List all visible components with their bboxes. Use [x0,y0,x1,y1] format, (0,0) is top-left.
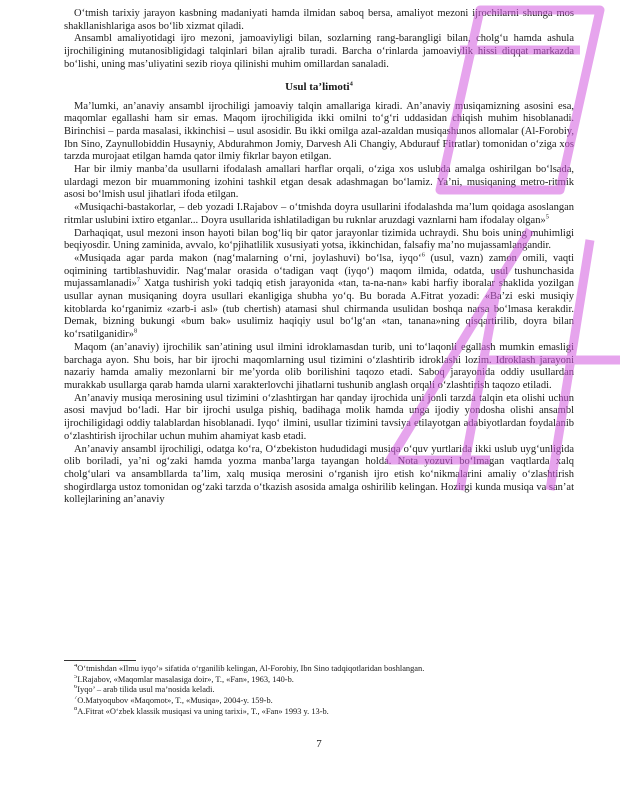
footnotes [64,660,574,718]
body-text [64,8,574,507]
footnote-mark: 6 [74,685,78,691]
footnote-text: A.Fitrat «O‘zbek klassik musiqasi va uning tarixi», T., «Fan» 1993 y. 13-b. [77,706,329,716]
footnote-ref-7: 7 [136,276,141,284]
paragraph-3-text: «Musiqachi-bastakorlar, – deb yozadi I.Rajabov – o‘tmishda doyra usullarini ifodalashda ma’lum qoidaga asoslangan ritmlar uslubini ixtiro etganlar... Doyra usullarida ishlatiladigan bu ruknlar aruzdagi vaznlarni ham ifodalay olgan» [64,202,574,226]
paragraph-7: An’anaviy musiqa merosining usul tizimini o‘zlashtirgan har qanday ijrochida uni jonli tarzda talqin eta olishi uchun asosi mavjud bo‘ladi. Har bir ijrochi usulga pishiq, badihaga molik hamda unga ijodiy yondosha olishi ansambl ijrochiligidagi oddiy talablardan hisoblanadi. Iyqo‘ ilmini, usullar tizimini tavsiya etilayotgan adabiyotlardan foydalanib o‘zlashtirish ijrochilar uchun muhim ahamiyat kasb etadi. [64,392,574,442]
footnote-5 [74,675,574,686]
paragraph-2: Har bir ilmiy manba’da usullarni ifodalash amallari harflar orqali, o‘ziga xos uslubda amalga oshirilgan bo‘lsada, ulardagi mezon bir muammoning izohini tashkil etgan desak adashmagan bo‘lamiz. Ya’ni, musiqaning metro-ritmik asosi bo‘lmish usul jihatlari ifoda etilgan. [64,164,574,201]
section-title-text: Usul ta’limoti [285,80,350,93]
paragraph-3 [64,202,574,227]
paragraph-5-text-b: (usul, vazn) zamon omili, vaqti oqimining tartiblashuvidir. Nag‘malar orasida o‘tadigan vaqt (iyqo‘) maqom ilmida, odatda, usul tushunchasida mujassamlanadi» [64,252,574,290]
paragraph-4: Darhaqiqat, usul mezoni inson hayoti bilan bog‘liq bir qator jarayonlar tizimida uchraydi. Shu bois uning muhimligi beqiyosdir. Uning zaminida, avvalo, ko‘pjihatlilik xususiyati yotsa, ikkinchidan, falsafiy ma’no mujassamlangandir. [64,227,574,252]
footnote-mark: 5 [74,674,78,680]
footnote-8 [74,707,574,718]
intro-paragraph-2: Ansambl amaliyotidagi ijro mezoni, jamoaviyligi bilan, sozlarning rang-barangligi bilan, cholg‘u hamda ashula ijrochiligining mutanosibligidagi talqinlari bilan ajralib turadi. Barcha o‘rinlarda jamoaviylik hissi diqqat markazda bo‘lishi, uning mas’uliyatini sezib rioya qilinishi muhim omillardan sanaladi. [64,33,574,70]
intro-paragraph-1: O‘tmish tarixiy jarayon kasbning madaniyati hamda ilmidan saboq bersa, amaliyot mezoni ijrochilarni shunga mos shakllanishlariga asos bo‘lib xizmat qiladi. [64,8,574,32]
footnote-ref-6: 6 [421,251,425,259]
footnote-6 [74,685,574,696]
book-page [64,8,574,792]
footnote-divider [64,660,136,661]
paragraph-6: Maqom (an’anaviy) ijrochilik san’atining usul ilmini idroklamasdan turib, uni to‘laqonli egallash mumkin emasligi barchaga ayon. Shu bois, har bir ijrochi maqomlarning usul tizimini o‘zlashtirib idroklashi lozim. Idroklash jarayoni nazariy hamda amaliy mezonlarni bir me’yorda olib borilishini taqozo etadi. Saboq jarayonida oddiy usullardan murakkab usullarga qarab hamda ularni xarakterlovchi jihatlarni tushunib anglash orqali o‘zlashtirish taqozo etiladi. [64,341,574,391]
footnote-mark: 8 [74,706,78,713]
section-title [64,81,574,94]
footnote-ref-5: 5 [545,213,549,221]
footnote-7 [74,696,574,707]
paragraph-5-text-a: «Musiqada agar parda makon (nag‘malarning o‘rni, joylashuvi) bo‘lsa, iyqo‘ [74,252,422,264]
footnote-text: O.Matyoqubov «Maqomot», T., «Musiqa», 2004-y. 159-b. [77,696,273,706]
paragraph-1: Ma’lumki, an’anaviy ansambl ijrochiligi jamoaviy talqin amallariga kiradi. An’anaviy musiqamizning asosini esa, maqomlar egallashi ham sir emas. Maqom ijrochiligida ikki omilni to‘g‘ri uddasidan chiqish muhim hisoblanadi. Birinchisi – parda masalasi, ikkinchisi – usul asosidir. Bu ikki omilga azal-azaldan musiqashunos allomalar (Al-Forobiy, Ibn Sino, Zaynullobiddin Husayniy, Abdurahmon Jomiy, Darvesh Ali Changiy, Abdurauf Fitratlar) tomonidan o‘ziga xos tarzda murojaat etilgan hamda qator ilmiy fikrlar bayon etilgan. [64,100,574,163]
paragraph-5-text-c: Xatga tushirish yoki tadqiq etish jarayonida «tan, ta-na-nan» kabi harfiy iboralar shaklida yozilgan usullar aynan musiqaning doyra usullari ekanligiga shubha yo‘q. Bu borada A.Fitrat yozadi: «Ba’zi eski musiqiy kitoblarda ko‘rganimiz «zarb-i asl» (tub chertish) atamasi shul chirmanda usulidan boshqa narsa bo‘lmasa kerakdir. Demak, bizning bukungi «bum bak» usulimiz haqiqiy usul bo‘lg‘an «tan, tanana»ning qisqartirilib, doyra bilan ko‘rsatilganidir» [64,278,574,341]
paragraph-8: An’anaviy ansambl ijrochiligi, odatga ko‘ra, O‘zbekiston hududidagi musiqa o‘quv yurtlarida ikki uslub uyg‘unligida olib boriladi, ya’ni og‘zaki hamda yozma manba’larga tayangan holda. Nota yozuvi bo‘lmagan vaqtlarda xalq cholg‘ulari va ansambllarda ta’lim, xalq musiqa merosini o‘rganish ijro etish ko‘nikmalarini amaliy o‘zlashtirish shogirdlarga ustoz tomonidan og‘zaki tarzda o‘tkazish asosida amalga oshirilib kelingan. Hozirgi kunda musiqa va san’at kollejlarining an’anaviy [64,443,574,506]
paragraph-5 [64,253,574,342]
footnote-4 [74,664,574,675]
footnote-text: I.Rajabov, «Maqomlar masalasiga doir», T., «Fan», 1963, 140-b. [77,674,294,684]
footnote-mark: 4 [74,664,78,670]
footnote-text: Iyqo’ – arab tilida usul ma’nosida keladi. [77,685,215,695]
footnote-ref-8: 8 [133,327,138,335]
footnote-text: O‘tmishdan «Ilmu iyqo’» sifatida o‘rganilib kelingan, Al-Forobiy, Ibn Sino tadqiqotlaridan boshlangan. [77,664,425,673]
footnote-mark: 7 [74,696,78,702]
section-title-note: 4 [349,79,353,87]
page-number: 7 [316,738,322,750]
